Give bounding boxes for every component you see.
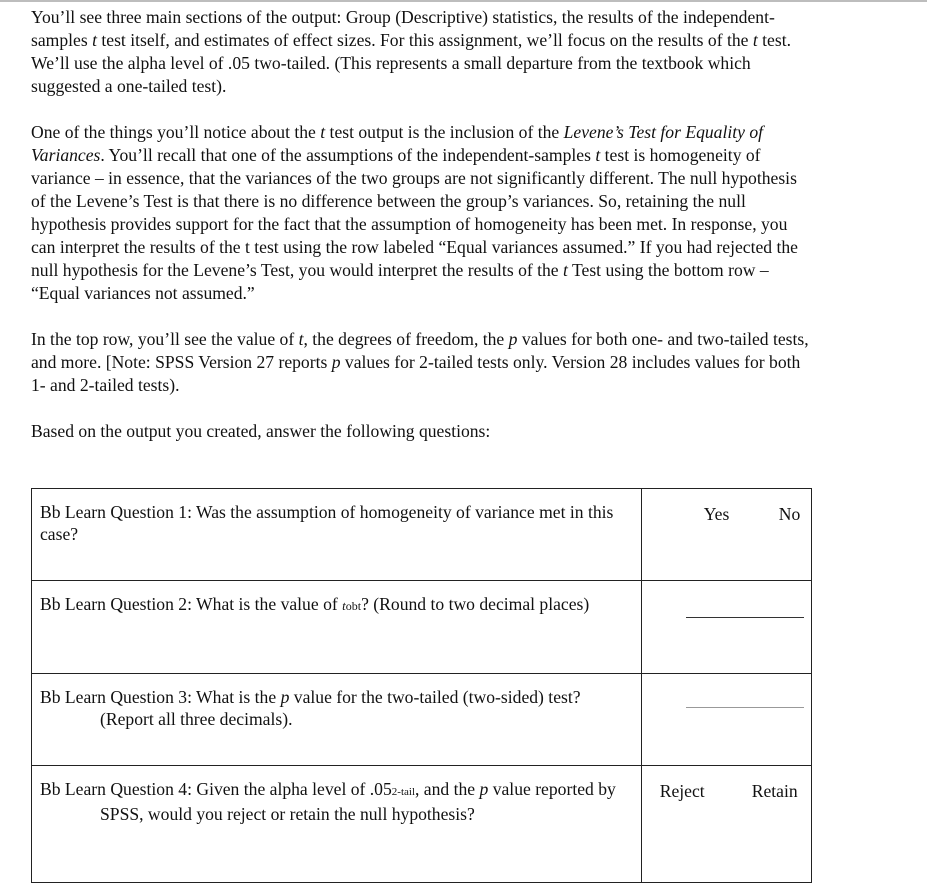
p2-levene-title: Levene’s Test for Equality of Variances <box>31 122 764 165</box>
question-4-text-a: Bb Learn Question 4: Given the alpha level of .05 <box>40 779 392 799</box>
p3-text-c: values for both one- and two-tailed tests, and more. [Note: SPSS Version 27 reports <box>31 329 809 372</box>
question-4-text-c: value reported by SPSS, would you reject or retain the null hypothesis? <box>100 779 616 824</box>
p2-text-c: . You’ll recall that one of the assumptions of the independent-samples <box>100 145 596 165</box>
p3-text-b: , the degrees of freedom, the <box>303 329 509 349</box>
question-4-text-b: , and the <box>415 779 480 799</box>
question-2-t-symbol: t <box>342 598 346 613</box>
questions-table <box>31 488 812 883</box>
question-3-text-b: value for the two-tailed (two-sided) test? (Report all three decimals). <box>100 687 581 729</box>
p3-text-d: values for 2-tailed tests only. Version 28 includes values for both 1- and 2-tailed tests). <box>31 352 801 395</box>
question-3-cell <box>32 674 642 766</box>
answer-4-cell <box>641 766 811 883</box>
question-3-text <box>40 686 633 730</box>
p1-text-a: You’ll see three main sections of the output: Group (Descriptive) statistics, the results of the independent-samples <box>31 7 775 50</box>
question-1-cell <box>32 489 642 581</box>
question-row-3 <box>32 674 812 766</box>
paragraph-top-row <box>31 328 811 397</box>
question-row-1 <box>32 489 812 581</box>
p1-text-c: test. We’ll use the alpha level of .05 two-tailed. (This represents a small departure from the textbook which suggested a one-tailed test). <box>31 30 791 96</box>
answer-2-cell <box>641 581 811 674</box>
question-row-4 <box>32 766 812 883</box>
question-2-text-b: ? (Round to two decimal places) <box>361 594 590 614</box>
p1-text-b: test itself, and estimates of effect sizes. For this assignment, we’ll focus on the results of the <box>96 30 753 50</box>
p3-italic-p2: p <box>331 352 341 372</box>
p2-text-a: One of the things you’ll notice about the <box>31 122 321 142</box>
answer-3-blank-line[interactable] <box>686 707 804 708</box>
answer-2-blank-line[interactable] <box>686 617 804 618</box>
question-4-italic-p: p <box>479 779 489 799</box>
top-divider <box>0 0 927 2</box>
p2-italic-t: t <box>320 122 326 142</box>
p2-italic-t2: t <box>595 145 601 165</box>
option-yes[interactable]: Yes <box>703 504 730 524</box>
option-retain[interactable]: Retain <box>751 781 798 801</box>
paragraph-output-sections <box>31 6 811 98</box>
answer-1-cell <box>641 489 811 581</box>
paragraph-instructions: Based on the output you created, answer the following questions: <box>31 421 491 441</box>
answer-3-cell <box>641 674 811 766</box>
question-4-subscript: 2-tail <box>391 786 415 798</box>
p3-italic-p: p <box>508 329 518 349</box>
question-3-italic-p: p <box>280 687 290 707</box>
p2-text-e: Test using the bottom row – “Equal variances not assumed.” <box>31 260 769 303</box>
question-2-obt-subscript: obt <box>345 599 362 613</box>
question-row-2 <box>32 581 812 674</box>
option-no[interactable]: No <box>778 504 801 524</box>
question-1-text: Bb Learn Question 1: Was the assumption of homogeneity of variance met in this case? <box>40 502 614 544</box>
p3-text-a: In the top row, you’ll see the value of <box>31 329 299 349</box>
question-2-cell <box>32 581 642 674</box>
p2-text-d: test is homogeneity of variance – in essence, that the variances of the two groups are not significantly different. The null hypothesis of the Levene’s Test is that there is no difference between the group’s variances. So, retaining the null hypothesis provides support for the fact that the assumption of homogeneity has been met. In response, you can interpret the results of the t test using the row labeled “Equal variances assumed.” If you had rejected the null hypothesis for the Levene’s Test, you would interpret the results of the <box>31 145 798 280</box>
document-body <box>31 6 811 443</box>
question-3-text-a: Bb Learn Question 3: What is the <box>40 687 281 707</box>
p3-italic-t: t <box>298 329 304 349</box>
p2-text-b: test output is the inclusion of the <box>325 122 564 142</box>
p1-italic-t: t <box>92 30 97 50</box>
question-2-text-a: Bb Learn Question 2: What is the value of <box>40 594 343 614</box>
option-reject[interactable]: Reject <box>659 781 705 801</box>
p2-italic-t3: t <box>563 260 568 280</box>
question-4-text <box>40 778 633 825</box>
paragraph-levene <box>31 121 811 305</box>
question-4-cell <box>32 766 642 883</box>
p1-italic-t2: t <box>752 30 758 50</box>
